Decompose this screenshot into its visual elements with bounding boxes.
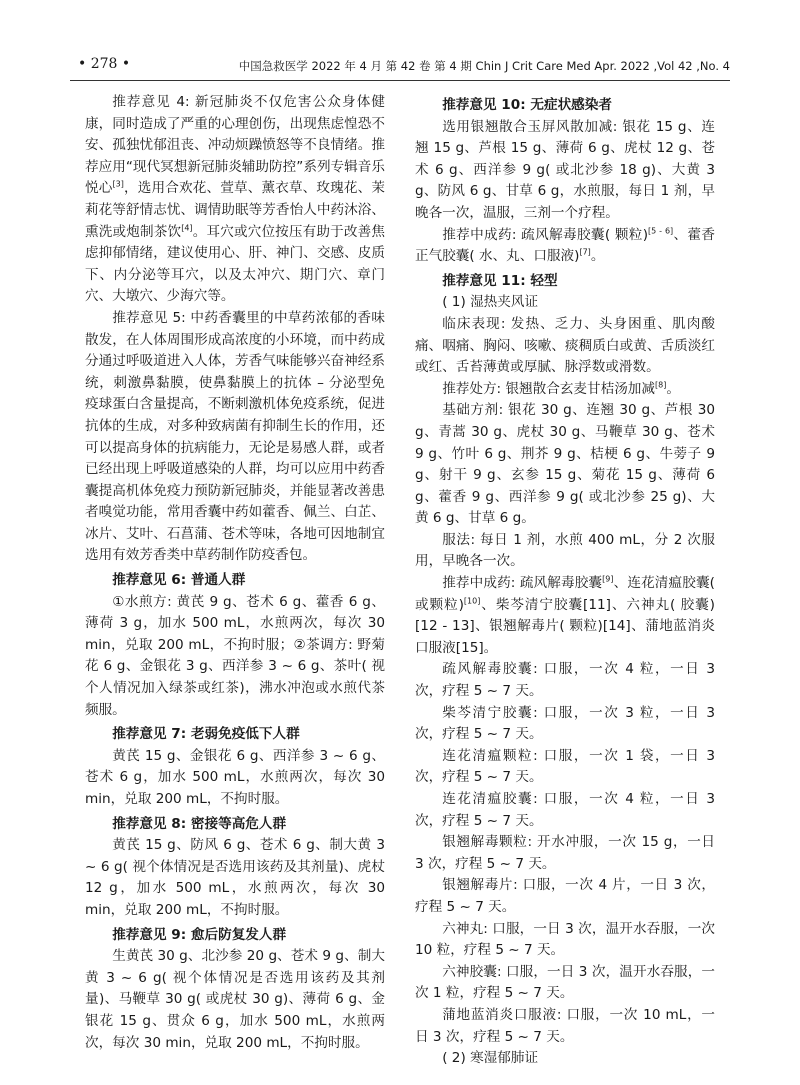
text-run: 六神胶囊: 口服，一日 3 次，温开水吞服，一次 1 粒，疗程 5 ~ 7 天。: [415, 963, 715, 1002]
citation-ref: [4]: [181, 223, 193, 233]
section-heading: [85, 724, 385, 746]
text-run: 推荐意见 10: 无症状感染者: [442, 97, 612, 113]
text-run: 推荐意见 7: 老弱免疫低下人群: [112, 726, 300, 743]
citation-ref: [8]: [655, 380, 667, 390]
text-run: 黄芪 15 g、金银花 6 g、西洋参 3 ~ 6 g、苍术 6 g，加水 500 mL，水煎两次，每次 30 min，兑取 200 mL，不拘时服。: [85, 747, 385, 807]
citation-ref: [10]: [463, 596, 481, 606]
paragraph: [415, 962, 715, 1005]
text-run: 蒲地蓝消炎口服液: 口服，一次 10 mL，一日 3 次，疗程 5 ~ 7 天。: [415, 1006, 715, 1045]
text-run: 推荐处方: 银翘散合玄麦甘桔汤加减: [442, 380, 655, 397]
text-run: 推荐中成药: 疏风解毒胶囊( 颗粒): [442, 226, 649, 243]
text-run: 选用银翘散合玉屏风散加减: 银花 15 g、连翘 15 g、芦根 15 g、薄荷 6 g、虎杖 12 g、苍术 6 g、西洋参 9 g( 或北沙参 18 g)、大黄 3 g、防风 6 g、甘草 6 g，水煎服，每日 1 剂，早晚各一次，温服，三剂一个疗程。: [415, 118, 715, 221]
citation-ref: [5 - 6]: [648, 226, 674, 236]
paragraph: [415, 292, 715, 314]
section-heading: [415, 271, 715, 293]
text-run: ( 2) 寒湿郁肺证: [442, 1050, 539, 1067]
text-run: 连花清瘟胶囊: 口服，一次 4 粒，一日 3 次，疗程 5 ~ 7 天。: [415, 791, 715, 829]
paragraph: [415, 746, 715, 789]
text-run: 、柴芩清宁胶囊[11]、六神丸( 胶囊)[12 - 13]、银翘解毒片( 颗粒)[14]、蒲地蓝消炎口服液[15]。: [415, 596, 715, 656]
paragraph: [85, 835, 385, 921]
text-run: 六神丸: 口服，一日 3 次，温开水吞服，一次 10 粒，疗程 5 ~ 7 天。: [415, 920, 715, 959]
text-run: ( 1) 湿热夹风证: [442, 294, 539, 311]
text-run: 柴芩清宁胶囊: 口服，一次 3 粒，一日 3 次，疗程 5 ~ 7 天。: [415, 704, 715, 743]
left-column: [85, 92, 385, 1054]
text-run: 、藿香正气胶囊( 水、丸、口服液): [415, 226, 715, 265]
text-run: 银翘解毒颗粒: 开水冲服，一次 15 g，一日 3 次，疗程 5 ~ 7 天。: [415, 834, 715, 872]
paragraph: [85, 746, 385, 811]
paragraph: [415, 789, 715, 832]
paragraph: [415, 117, 715, 225]
text-run: 推荐意见 9: 愈后防复发人群: [112, 926, 287, 943]
text-run: 推荐意见 8: 密接等高危人群: [112, 815, 287, 832]
text-run: 疏风解毒胶囊: 口服，一次 4 粒，一日 3 次，疗程 5 ~ 7 天。: [415, 661, 715, 700]
section-heading: [415, 95, 715, 117]
paragraph: [85, 308, 385, 567]
text-run: 连花清瘟颗粒: 口服，一次 1 袋，一日 3 次，疗程 5 ~ 7 天。: [415, 747, 715, 786]
paragraph: [85, 946, 385, 1054]
journal-citation-line: 中国急救医学 2022 年 4 月 第 42 卷 第 4 期 Chin J Crit Care Med Apr. 2022 ,Vol 42 ,No. 4: [238, 59, 730, 73]
text-run: 、连花清瘟胶囊( 或颗粒): [415, 575, 715, 613]
right-column: [415, 92, 715, 1070]
citation-ref: [7]: [579, 247, 591, 257]
text-run: 银翘解毒片: 口服，一次 4 片，一日 3 次，疗程 5 ~ 7 天。: [415, 877, 715, 915]
text-run: 推荐意见 4: 新冠肺炎不仅危害公众身体健康，同时造成了严重的心理创伤，出现焦虑惶恐不安、孤独忧郁沮丧、冲动烦躁愤怒等不良情绪。推荐应用“现代冥想新冠肺炎辅助防控”系列专辑音乐悦心: [85, 94, 385, 197]
paragraph: [415, 530, 715, 573]
text-run: 推荐中成药: 疏风解毒胶囊: [442, 575, 603, 592]
paragraph: [415, 875, 715, 918]
section-heading: [85, 814, 385, 836]
section-heading: [85, 925, 385, 947]
page-number: • 278 •: [78, 56, 131, 72]
text-run: ①水煎方: 黄芪 9 g、苍术 6 g、藿香 6 g、薄荷 3 g，加水 500 mL，水煎两次，每次 30 min，兑取 200 mL，不拘时服；②茶调方: 野菊花 6 g、金银花 3 g、西洋参 3 ~ 6 g、茶叶( 视个人情况加入绿茶或红茶)，沸水冲泡或水煎代茶频服。: [85, 593, 385, 718]
text-run: 。耳穴或穴位按压有助于改善焦虑抑郁情绪，建议使用心、肝、神门、交感、皮质下、内分泌等耳穴，以及太冲穴、期门穴、章门穴、大墩穴、少海穴等。: [85, 223, 385, 305]
paragraph: [85, 92, 385, 308]
text-run: ，选用合欢花、萱草、薰衣草、玫瑰花、茉莉花等舒情志忧、调情助眠等芳香怡人中药沐浴、熏洗或炮制茶饮: [85, 180, 386, 240]
paragraph: [415, 832, 715, 875]
text-run: 黄芪 15 g、防风 6 g、苍术 6 g、制大黄 3 ~ 6 g( 视个体情况是否选用该药及其剂量)、虎杖 12 g，加水 500 mL，水煎两次，每次 30 min，兑取 200 mL，不拘时服。: [85, 837, 385, 918]
text-run: 推荐意见 6: 普通人群: [112, 572, 246, 589]
text-run: 服法: 每日 1 剂，水煎 400 mL，分 2 次服用，早晚各一次。: [415, 531, 715, 570]
paragraph: [85, 592, 385, 722]
paragraph: [415, 659, 715, 702]
text-run: 。: [590, 248, 605, 265]
text-run: 临床表现: 发热、乏力、头身困重、肌肉酸痛、咽痛、胸闷、咳嗽、痰稠质白或黄、舌质淡红或红、舌苔薄黄或厚腻、脉浮数或滑数。: [415, 315, 715, 376]
paragraph: [415, 703, 715, 746]
paragraph: [415, 573, 715, 659]
paragraph: [415, 1005, 715, 1048]
citation-ref: [3]: [112, 179, 124, 189]
paragraph: [415, 314, 715, 379]
text-run: 推荐意见 11: 轻型: [442, 272, 558, 289]
paragraph: [415, 225, 715, 268]
text-run: 。: [666, 380, 680, 397]
paragraph: [415, 400, 715, 530]
text-run: 推荐意见 5: 中药香囊里的中草药浓郁的香味散发，在人体周围形成高浓度的小环境，而中药成分通过呼吸道进入人体，芳香气味能够兴奋神经系统，刺激鼻黏膜，使鼻黏膜上的抗体 – 分泌型免疫球蛋白含量提高，不断刺激机体免疫系统，促进抗体的生成，对多种致病菌有抑制生长的作用，还可以提高身体的抗病能力，无论是易感人群，或者已经出现上呼吸道感染的人群，均可以应用中药香囊提高机体免疫力预防新冠肺炎，并能显著改善患者嗅觉功能，常用香囊中药如藿香、佩兰、白芷、冰片、艾叶、石菖蒲、苍术等味，各地可因地制宜选用有效芳香类中草药制作防疫香包。: [85, 309, 385, 564]
citation-ref: [9]: [602, 574, 614, 584]
text-run: 基础方剂: 银花 30 g、连翘 30 g、芦根 30 g、青蒿 30 g、虎杖 30 g、马鞭草 30 g、苍术 9 g、竹叶 6 g、荆芥 9 g、桔梗 6 g、牛蒡子 9 g、射干 9 g、玄参 15 g、菊花 15 g、薄荷 6 g、藿香 9 g、西洋参 9 g( 或北沙参 25 g)、大黄 6 g、甘草 6 g。: [415, 402, 715, 527]
paragraph: [415, 919, 715, 962]
text-run: 生黄芪 30 g、北沙参 20 g、苍术 9 g、制大黄 3 ~ 6 g( 视个体情况是否选用该药及其剂量)、马鞭草 30 g( 或虎杖 30 g)、薄荷 6 g、金银花 15 g、贯众 6 g，加水 500 mL，水煎两次，每次 30 min，兑取 200 mL，不拘时服。: [85, 948, 385, 1051]
paragraph: [415, 379, 715, 401]
section-heading: [85, 570, 385, 592]
paragraph: [415, 1048, 715, 1070]
page-header: [70, 56, 730, 81]
